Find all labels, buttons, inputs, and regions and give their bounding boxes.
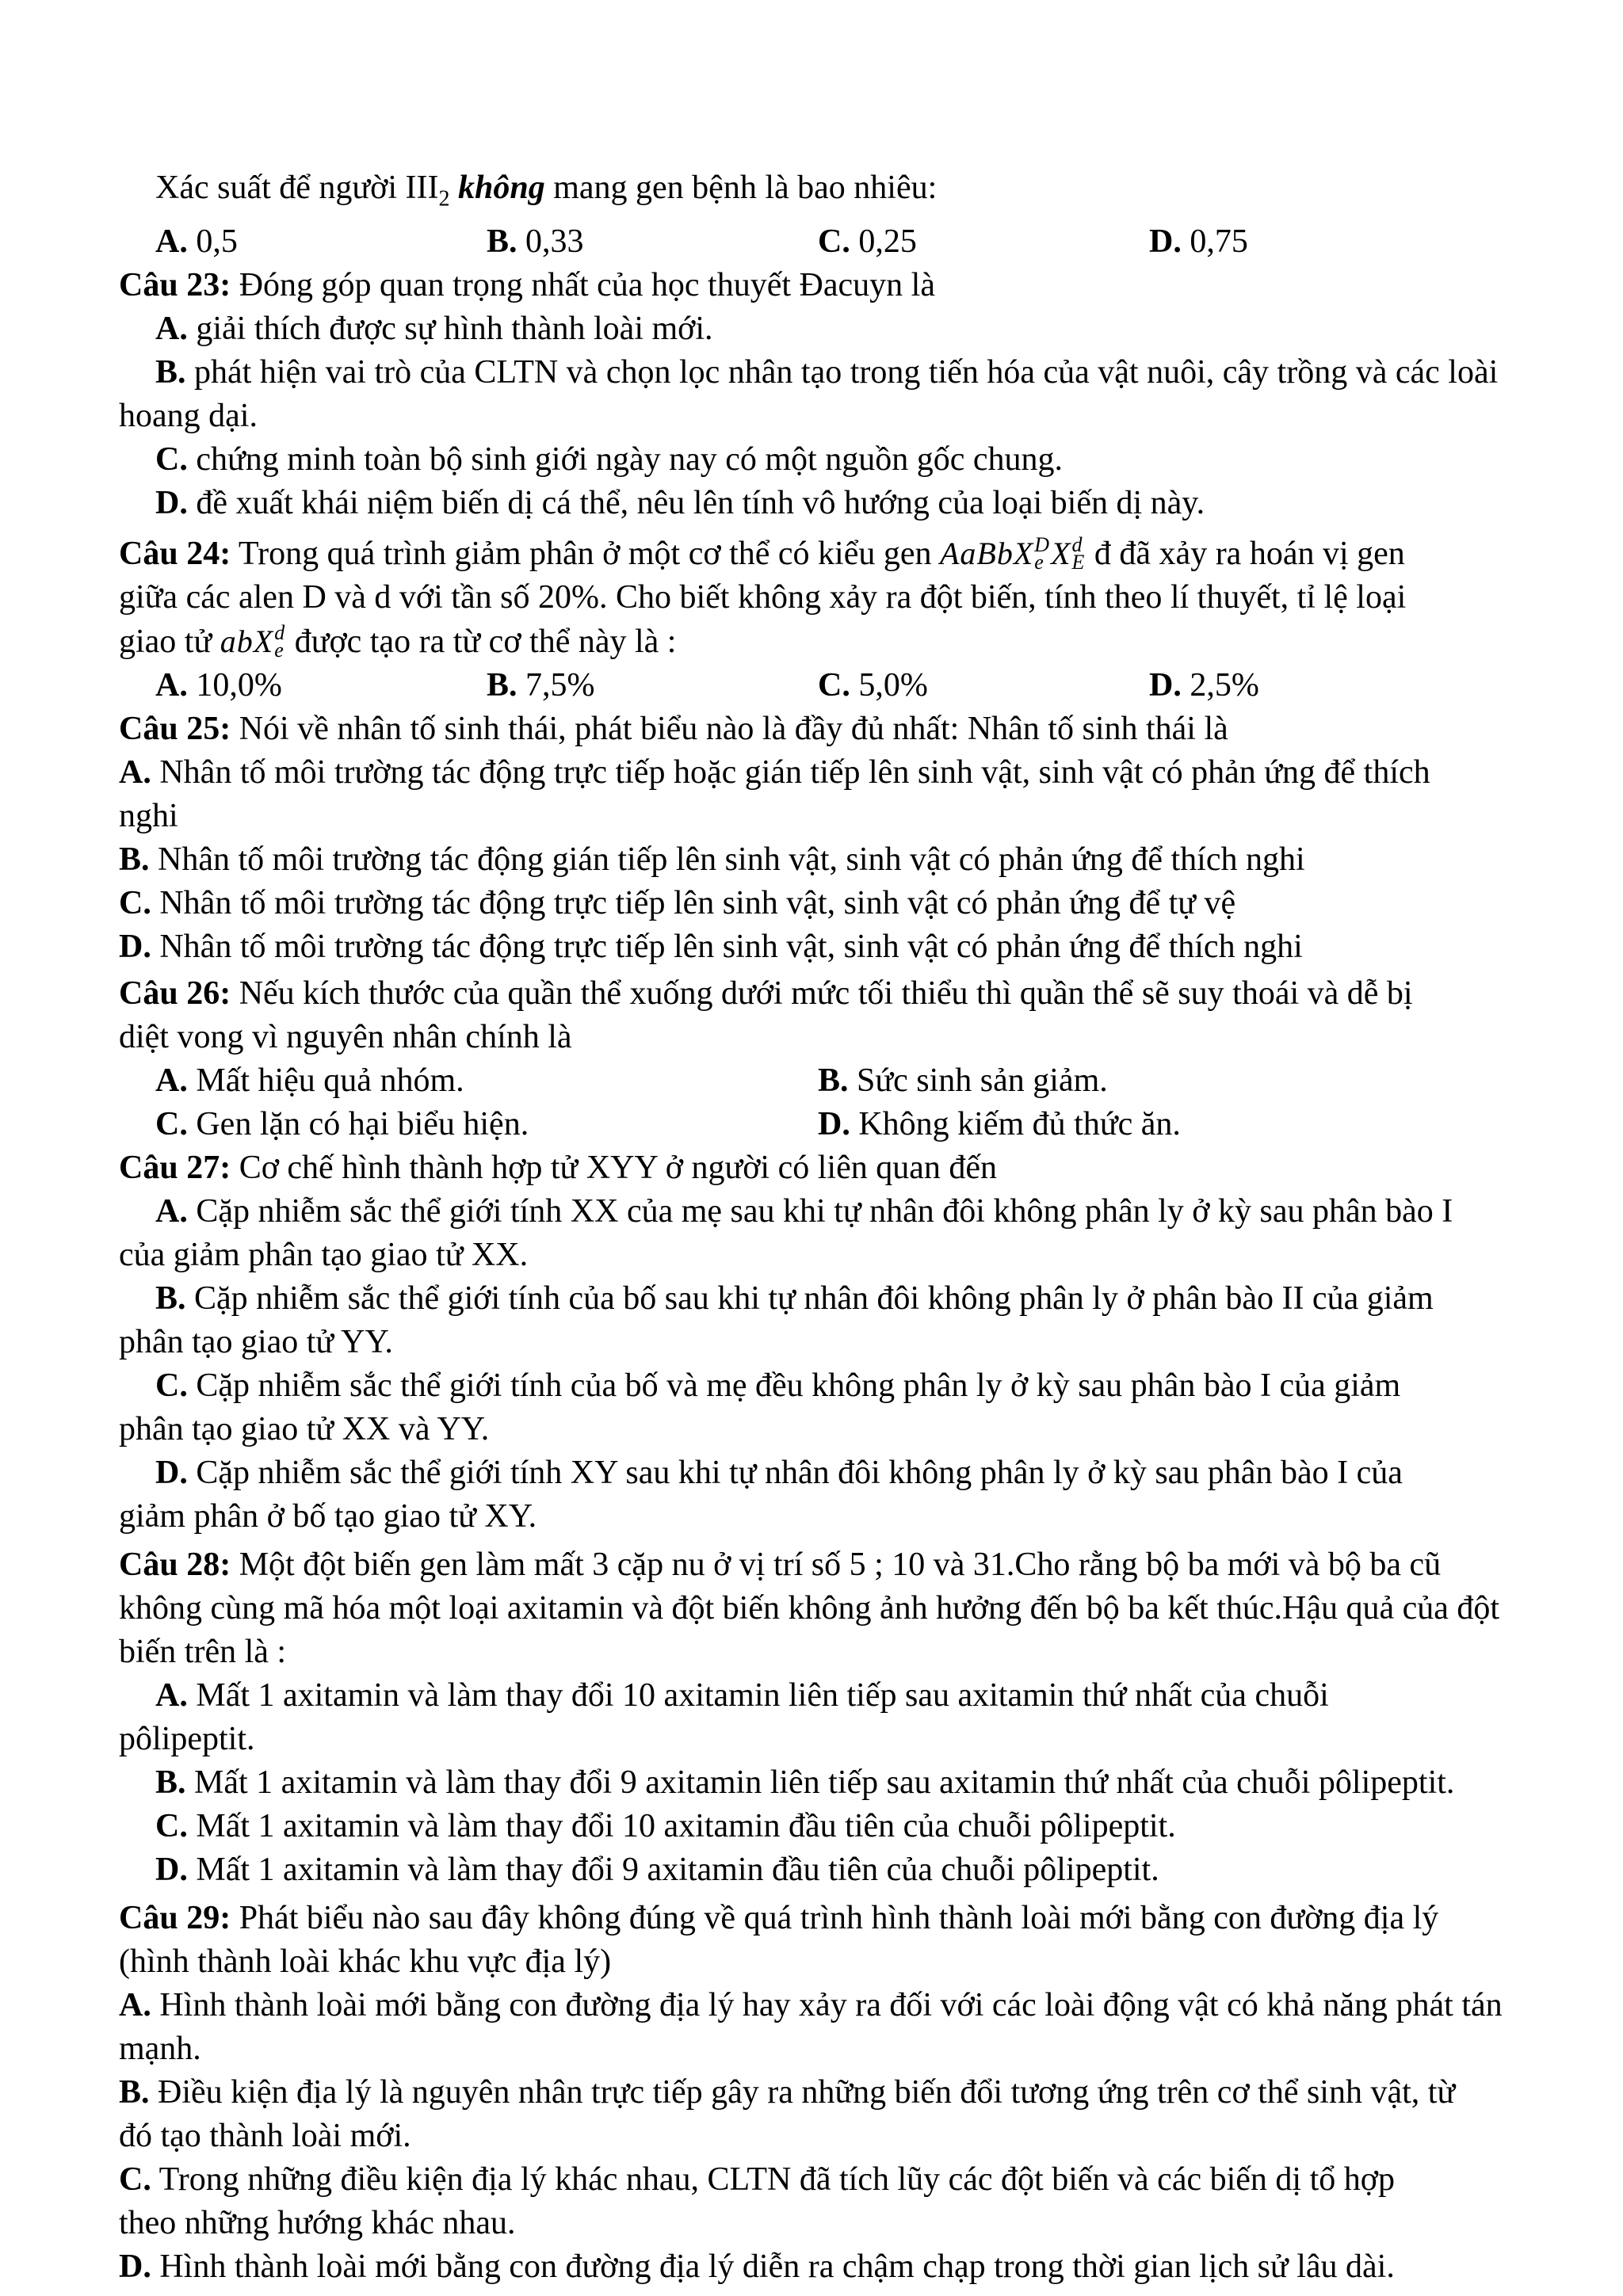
option-a[interactable]: A. Mất hiệu quả nhóm. xyxy=(155,1062,464,1100)
option-c[interactable]: C. Gen lặn có hại biểu hiện. xyxy=(155,1106,529,1143)
option-c[interactable]: C. chứng minh toàn bộ sinh giới ngày nay có một nguồn gốc chung. xyxy=(155,441,1064,479)
option-b[interactable]: B. Sức sinh sản giảm. xyxy=(818,1062,1108,1100)
option-a[interactable]: A. Cặp nhiễm sắc thể giới tính XX của mẹ sau khi tự nhân đôi không phân ly ở kỳ sau phân bào I của giảm phân tạo giao tử XX. xyxy=(119,1193,1453,1274)
genotype-formula: AaBbX D e X d E xyxy=(939,533,1086,574)
question-22 xyxy=(119,166,1552,264)
question-23 xyxy=(119,264,1552,525)
question-24 xyxy=(119,532,1552,707)
option-c[interactable]: C. 5,0% xyxy=(818,667,928,704)
option-b[interactable]: B. 0,33 xyxy=(487,223,584,261)
option-d[interactable]: D. Mất 1 axitamin và làm thay đổi 9 axitamin đầu tiên của chuỗi pôlipeptit. xyxy=(155,1852,1159,1889)
option-c[interactable]: C. Nhân tố môi trường tác động trực tiếp lên sinh vật, sinh vật có phản ứng để tự vệ xyxy=(119,885,1236,922)
question-22-options xyxy=(119,220,1552,264)
option-b[interactable]: B. phát hiện vai trò của CLTN và chọn lọc nhân tạo trong tiến hóa của vật nuôi, cây trồng và các loài xyxy=(155,354,1499,391)
option-c[interactable]: C. Mất 1 axitamin và làm thay đổi 10 axitamin đầu tiên của chuỗi pôlipeptit. xyxy=(155,1808,1176,1845)
question-26-options xyxy=(119,1059,1552,1146)
option-c[interactable]: C. Trong những điều kiện địa lý khác nhau, CLTN đã tích lũy các đột biến và các biến dị tổ hợp theo những hướng khác nhau. xyxy=(119,2161,1395,2242)
question-29-stem-line2: (hình thành loài khác khu vực địa lý) xyxy=(119,1943,612,1981)
question-26-stem-line2: diệt vong vì nguyên nhân chính là xyxy=(119,1019,572,1056)
question-24-stem: Câu 24: Trong quá trình giảm phân ở một cơ thể có kiểu gen AaBbX D e X d E đ đã xảy ra hoán vị gen xyxy=(119,533,1405,574)
option-a[interactable]: A. giải thích được sự hình thành loài mới. xyxy=(155,311,713,348)
option-b-continued: hoang dại. xyxy=(119,398,258,435)
question-29 xyxy=(119,1897,1552,2289)
option-d[interactable]: D. Không kiếm đủ thức ăn. xyxy=(818,1106,1181,1143)
question-29-stem: Câu 29: Phát biểu nào sau đây không đúng về quá trình hình thành loài mới bằng con đường địa lý xyxy=(119,1900,1439,1937)
option-a[interactable]: A. Mất 1 axitamin và làm thay đổi 10 axitamin liên tiếp sau axitamin thứ nhất của chuỗi pôlipeptit. xyxy=(119,1677,1329,1758)
question-27 xyxy=(119,1146,1552,1539)
question-25-stem: Câu 25: Nói về nhân tố sinh thái, phát biểu nào là đầy đủ nhất: Nhân tố sinh thái là xyxy=(119,711,1228,748)
question-28-stem-line3: biến trên là : xyxy=(119,1634,287,1671)
option-b[interactable]: B. Cặp nhiễm sắc thể giới tính của bố sau khi tự nhân đôi không phân ly ở phân bào II của giảm phân tạo giao tử YY. xyxy=(119,1280,1434,1361)
option-b[interactable]: B. Nhân tố môi trường tác động gián tiếp lên sinh vật, sinh vật có phản ứng để thích nghi xyxy=(119,841,1305,879)
question-24-options xyxy=(119,664,1552,707)
question-28-stem-line2: không cùng mã hóa một loại axitamin và đột biến không ảnh hưởng đến bộ ba kết thúc.Hậu quả của đột xyxy=(119,1590,1500,1627)
option-b[interactable]: B. 7,5% xyxy=(487,667,595,704)
question-28 xyxy=(119,1543,1552,1892)
question-24-stem-line2: giữa các alen D và d với tần số 20%. Cho biết không xảy ra đột biến, tính theo lí thuyết, tỉ lệ loại xyxy=(119,579,1407,616)
option-b[interactable]: B. Điều kiện địa lý là nguyên nhân trực tiếp gây ra những biến đổi tương ứng trên cơ thể sinh vật, từ đó tạo thành loài mới. xyxy=(119,2074,1456,2155)
option-d[interactable]: D. Nhân tố môi trường tác động trực tiếp lên sinh vật, sinh vật có phản ứng để thích nghi xyxy=(119,929,1303,966)
option-d[interactable]: D. Cặp nhiễm sắc thể giới tính XY sau khi tự nhân đôi không phân ly ở kỳ sau phân bào I của giảm phân ở bố tạo giao tử XY. xyxy=(119,1455,1403,1535)
question-24-stem-line3: giao tử abX d e được tạo ra từ cơ thể này là : xyxy=(119,621,677,662)
question-28-stem: Câu 28: Một đột biến gen làm mất 3 cặp nu ở vị trí số 5 ; 10 và 31.Cho rằng bộ ba mới và bộ ba cũ xyxy=(119,1547,1442,1584)
question-25 xyxy=(119,707,1552,969)
question-26-stem: Câu 26: Nếu kích thước của quần thể xuống dưới mức tối thiểu thì quần thể sẽ suy thoái và dễ bị xyxy=(119,975,1413,1013)
option-a-continued: nghi xyxy=(119,798,178,835)
question-22-stem: Xác suất để người $III_2$ không mang gen bệnh là bao nhiêu: xyxy=(155,170,938,212)
option-d[interactable]: D. 2,5% xyxy=(1149,667,1259,704)
option-b[interactable]: B. Mất 1 axitamin và làm thay đổi 9 axitamin liên tiếp sau axitamin thứ nhất của chuỗi pôlipeptit. xyxy=(155,1764,1455,1802)
option-c[interactable]: C. 0,25 xyxy=(818,223,917,261)
option-c[interactable]: C. Cặp nhiễm sắc thể giới tính của bố và mẹ đều không phân ly ở kỳ sau phân bào I của giảm phân tạo giao tử XX và YY. xyxy=(119,1367,1401,1448)
question-26 xyxy=(119,972,1552,1146)
option-d[interactable]: D. Hình thành loài mới bằng con đường địa lý diễn ra chậm chạp trong thời gian lịch sử lâu dài. xyxy=(119,2248,1395,2286)
option-a[interactable]: A. 10,0% xyxy=(155,667,282,704)
option-a[interactable]: A. Nhân tố môi trường tác động trực tiếp hoặc gián tiếp lên sinh vật, sinh vật có phản ứng để thích xyxy=(119,754,1430,791)
option-d[interactable]: D. 0,75 xyxy=(1149,223,1248,261)
option-a[interactable]: A. 0,5 xyxy=(155,223,238,261)
gamete-formula: abX d e xyxy=(220,621,286,662)
question-27-stem: Câu 27: Cơ chế hình thành hợp tử XYY ở người có liên quan đến xyxy=(119,1150,998,1187)
question-23-stem: Câu 23: Đóng góp quan trọng nhất của học thuyết Đacuyn là xyxy=(119,267,935,304)
option-d[interactable]: D. đề xuất khái niệm biến dị cá thể, nêu lên tính vô hướng của loại biến dị này. xyxy=(155,485,1205,522)
option-a[interactable]: A. Hình thành loài mới bằng con đường địa lý hay xảy ra đối với các loài động vật có khả năng phát tán mạnh. xyxy=(119,1987,1503,2068)
